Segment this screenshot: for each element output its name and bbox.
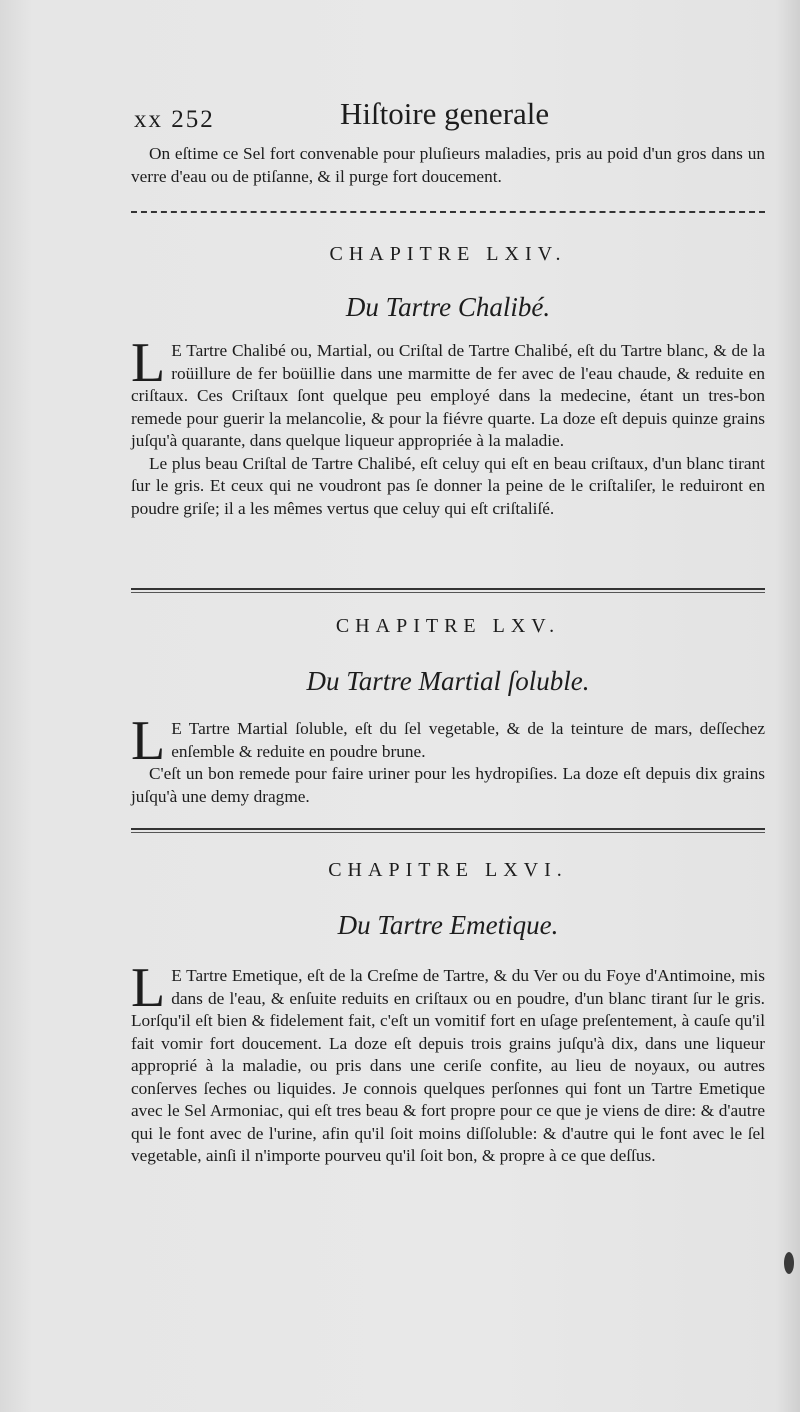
paragraph-text: E Tartre Chalibé ou, Martial, ou Criſtal de Tartre Chalibé, eſt du Tartre blanc, & de la roüillure de fer boüillie dans une marmitte de fer avec de l'eau chaude, & reduite en criſtaux. Ces Criſtaux ſont quelque peu employé dans la medecine, étant un tres-bon remede pour guerir la melancolie, & pour la fiévre quarte. La doze eſt depuis quinze grains juſqu'à quarante, dans quelque liqueur appropriée à la maladie. [131, 341, 765, 450]
chapter-paragraph: Le plus beau Criſtal de Tartre Chalibé, eſt celuy qui eſt en beau criſtaux, d'un blanc tirant ſur le gris. Et ceux qui ne voudront pas ſe donner la peine de le criſtaliſer, le reduiront en poudre griſe; il a les mêmes vertus que celuy qui eſt criſtaliſé. [131, 453, 765, 518]
chapter-paragraph: C'eſt un bon remede pour faire uriner pour les hydropiſies. La doze eſt depuis dix grains juſqu'à une demy dragme. [131, 764, 765, 806]
chapter-paragraph [131, 710, 765, 772]
chapter-paragraph [131, 957, 765, 1168]
intro-text: On eſtime ce Sel fort convenable pour pluſieurs maladies, pris au poid d'un gros dans un verre d'eau ou de ptiſanne, & il purge fort doucement. [131, 144, 765, 186]
section-divider [131, 211, 765, 213]
drop-cap: L [131, 957, 166, 1019]
intro-paragraph [131, 143, 765, 188]
ink-stain [784, 1252, 794, 1274]
chapter-heading-65: CHAPITRE LXV. [335, 615, 561, 637]
chapter-body-66 [131, 957, 765, 1168]
chapter-body-64 [131, 332, 765, 520]
section-divider [131, 828, 765, 833]
page-header [134, 96, 774, 136]
chapter-body-65 [131, 710, 765, 808]
drop-cap: L [131, 710, 166, 772]
chapter-paragraph [131, 332, 765, 453]
paragraph-text: E Tartre Martial ſoluble, eſt du ſel vegetable, & de la teinture de mars, deſſechez enſemble & reduite en poudre brune. [171, 719, 765, 761]
drop-cap: L [131, 332, 166, 394]
page-number: xx 252 [134, 106, 215, 133]
section-divider [131, 588, 765, 593]
chapter-heading-66: CHAPITRE LXVI. [328, 859, 568, 881]
running-title: Hiſtoire generale [340, 96, 550, 131]
chapter-heading-64: CHAPITRE LXIV. [329, 243, 567, 265]
chapter-title-65: Du Tartre Martial ſoluble. [306, 666, 590, 696]
chapter-title-66: Du Tartre Emetique. [337, 910, 559, 940]
paragraph-text: E Tartre Emetique, eſt de la Creſme de Tartre, & du Ver ou du Foye d'Antimoine, mis dans de l'eau, & enſuite reduits en criſtaux ou en poudre, d'un blanc tirant ſur le gris. Lorſqu'il eſt bien & fidelement fait, c'eſt un vomitif fort en uſage preſentement, à cauſe qu'il fait vomir fort doucement. La doze eſt depuis trois grains juſqu'à dix, dans une liqueur approprié à la maladie, ou pris dans une ceriſe confite, au lieu de noyaux, ou autres conſerves ſeches ou liquides. Je connois quelques perſonnes qui font un Tartre Emetique avec le Sel Armoniac, qui eſt tres beau & fort propre pour ce que je viens de dire: & d'autre qui le font avec de l'urine, afin qu'il ſoit moins diſſoluble: & d'autre qui le font avec le ſel vegetable, ainſi il n'importe pourveu qu'il ſoit bon, & propre à ce que deſſus. [131, 966, 765, 1165]
chapter-title-64: Du Tartre Chalibé. [345, 292, 551, 322]
